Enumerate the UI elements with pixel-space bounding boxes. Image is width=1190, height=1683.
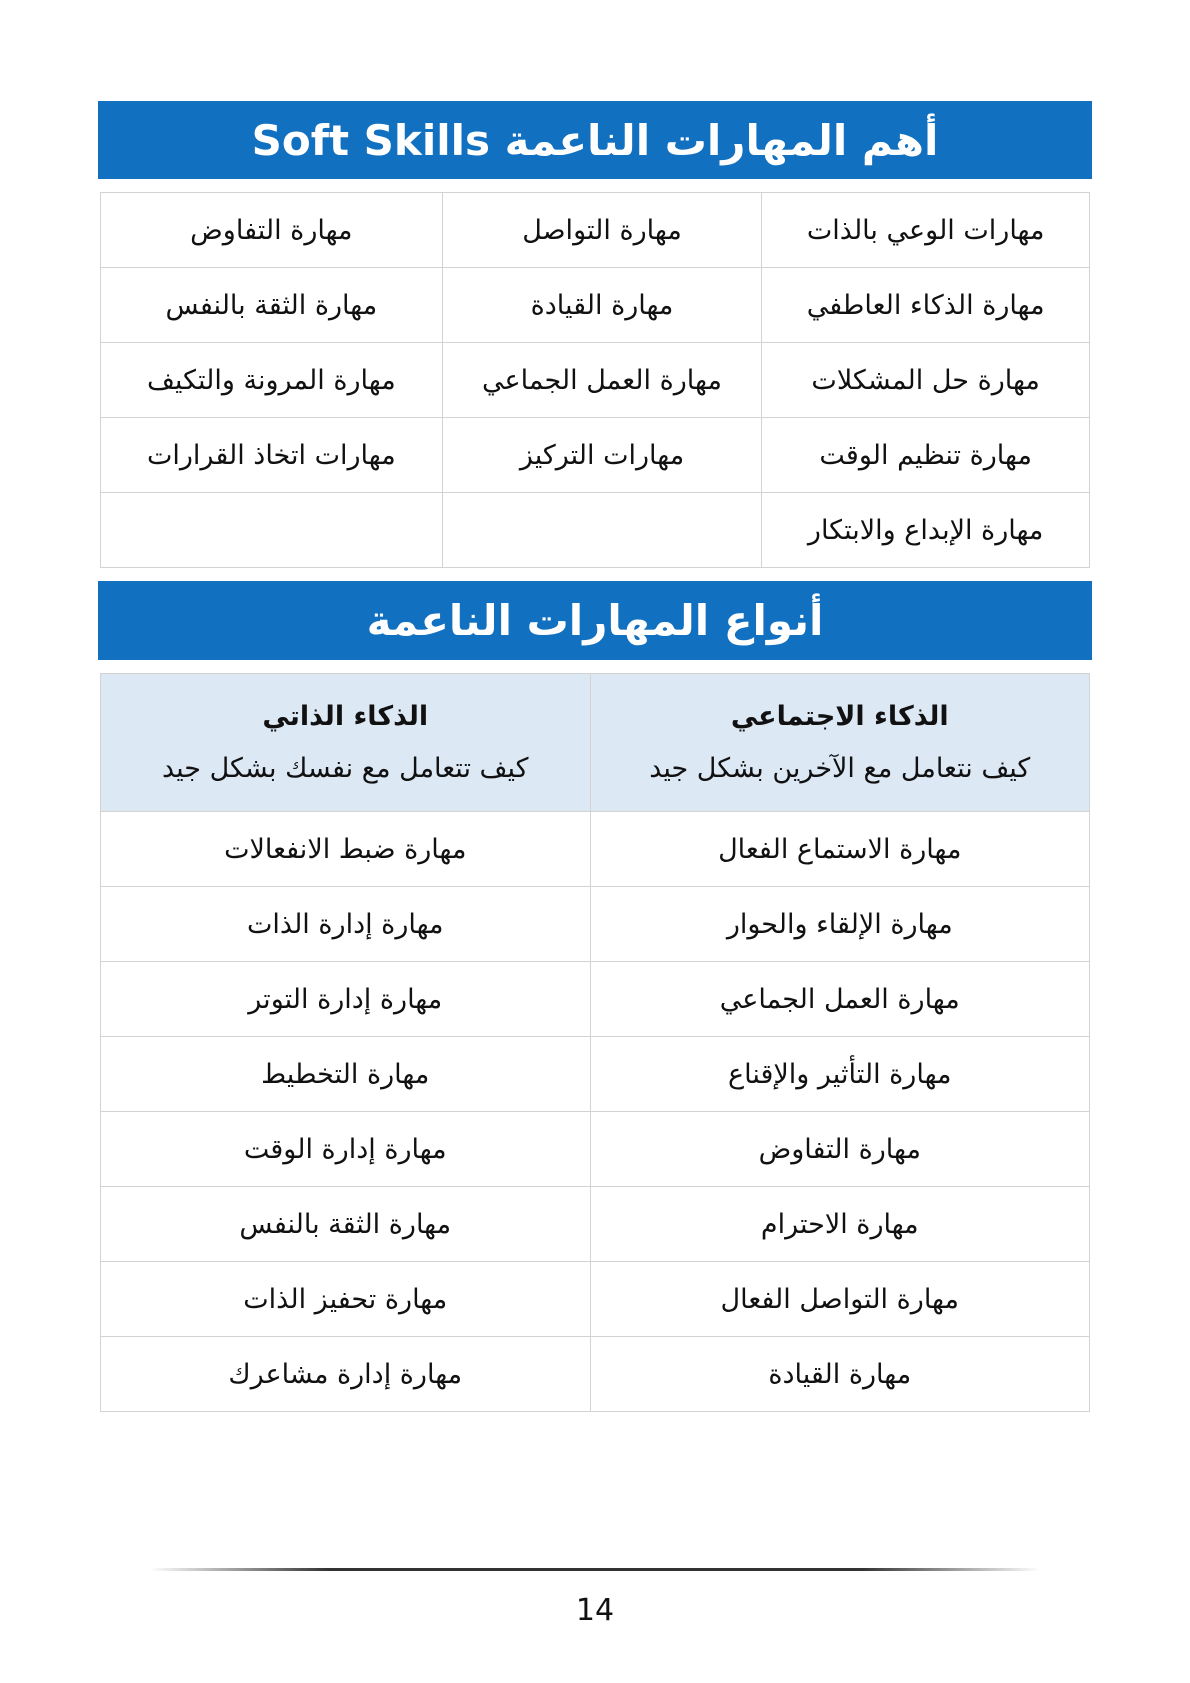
table-cell: مهارة إدارة التوتر [101,962,591,1037]
table-cell: مهارة الإلقاء والحوار [590,887,1090,962]
table-cell: مهارة الإبداع والابتكار [762,493,1090,568]
table-cell: مهارة تحفيز الذات [101,1262,591,1337]
table-cell: مهارة الثقة بالنفس [101,1187,591,1262]
section-title-soft-skills: أهم المهارات الناعمة Soft Skills [98,101,1092,179]
table-cell: مهارة الاستماع الفعال [590,812,1090,887]
table-row [101,418,1090,493]
table-cell: مهارة إدارة الوقت [101,1112,591,1187]
table-cell: مهارة الذكاء العاطفي [762,268,1090,343]
table-cell: مهارة إدارة مشاعرك [101,1337,591,1412]
table-cell: مهارات التركيز [442,418,762,493]
table-cell: مهارة التفاوض [590,1112,1090,1187]
column-header-self [101,674,591,812]
column-title: الذكاء الاجتماعي [730,700,949,732]
table-cell: مهارة حل المشكلات [762,343,1090,418]
table-cell: مهارة التأثير والإقناع [590,1037,1090,1112]
table-cell: مهارة التفاوض [101,193,443,268]
table-cell: مهارة التخطيط [101,1037,591,1112]
table-row [101,268,1090,343]
table-header-row [101,674,1090,812]
column-subtitle: كيف نتعامل مع الآخرين بشكل جيد [649,752,1031,784]
footer-divider [150,1568,1040,1571]
table-cell: مهارة القيادة [590,1337,1090,1412]
table-cell: مهارات اتخاذ القرارات [101,418,443,493]
table-cell: مهارة التواصل [442,193,762,268]
table-cell: مهارة ضبط الانفعالات [101,812,591,887]
table-row [101,812,1090,887]
table-row [101,962,1090,1037]
column-header-social [590,674,1090,812]
table-cell: مهارة القيادة [442,268,762,343]
table-row [101,1187,1090,1262]
table-row [101,193,1090,268]
skill-types-table [100,673,1090,1412]
column-subtitle: كيف تتعامل مع نفسك بشكل جيد [161,752,529,784]
table-row [101,1037,1090,1112]
table-row [101,343,1090,418]
column-title: الذكاء الذاتي [262,700,429,732]
table-row [101,1112,1090,1187]
table-cell [101,493,443,568]
table-cell: مهارة المرونة والتكيف [101,343,443,418]
table-row [101,1262,1090,1337]
table-row [101,887,1090,962]
table-cell: مهارة الاحترام [590,1187,1090,1262]
table-cell: مهارة التواصل الفعال [590,1262,1090,1337]
table-row [101,493,1090,568]
table-cell: مهارة العمل الجماعي [590,962,1090,1037]
table-cell [442,493,762,568]
page-number: 14 [575,1593,615,1628]
section-title-skill-types: أنواع المهارات الناعمة [98,581,1092,660]
table-cell: مهارة العمل الجماعي [442,343,762,418]
table-cell: مهارة الثقة بالنفس [101,268,443,343]
table-row [101,1337,1090,1412]
table-cell: مهارات الوعي بالذات [762,193,1090,268]
table-cell: مهارة تنظيم الوقت [762,418,1090,493]
soft-skills-table [100,192,1090,568]
table-cell: مهارة إدارة الذات [101,887,591,962]
